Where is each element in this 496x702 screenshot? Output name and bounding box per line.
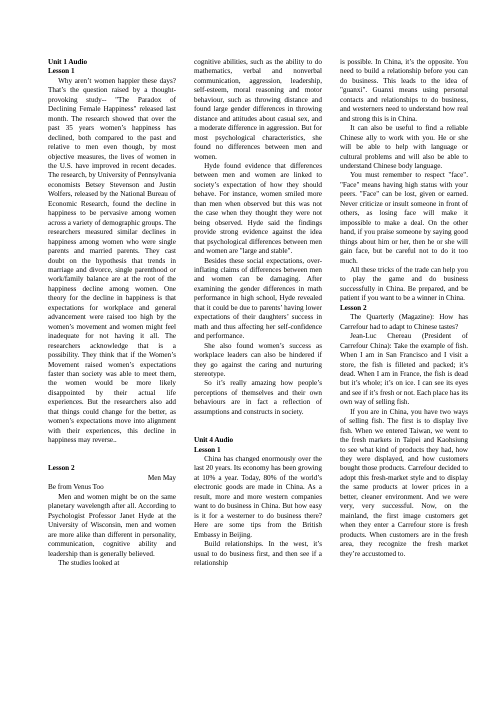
paragraph: If you are in China, you have two ways of selling fish. The first is to display live fish. When we entered Taiwan, we went to the fresh markets in Taipei and Kaohsiung to see what kind of products they had, how they were displayed, and how customers bought those products. Carrefour decided to adopt this fresh-market style and to display the same products at lower prices in a better, cleaner environment. And we were very, very successful. Now, on the mainland, the first image customers get when they enter a Carrefour store is fresh products. When customers are in the fresh area, they recognize the fresh market they’re accustomed to.: [340, 407, 468, 558]
paragraph: is possible. In China, it’s the opposite. You need to build a relationship before you can do business. This leads to the idea of "guanxi". Guanxi means using personal contacts and relationships to do business, and westerners need to understand how real and strong this is in China.: [340, 58, 468, 123]
paragraph: Build relationships. In the west, it’s usual to do business first, and then see if a relationship: [194, 540, 322, 567]
paragraph: The studies looked at: [58, 559, 120, 567]
paragraph: cognitive abilities, such as the ability to do mathematics, verbal and nonverbal communication, aggression, leadership, self-esteem, moral reasoning and motor behaviour, such as throwing distance and found large gender differences in throwing distance and attitudes about casual sex, and a moderate difference in aggression. But for most psychological characteristics, she found no differences between men and women.: [194, 58, 322, 161]
lesson-heading: Lesson 1: [48, 67, 75, 76]
paragraph: China has changed enormously over the last 20 years. Its economy has been growing at 10% a year. Today, 80% of the world’s electronic goods are made in China. As a result, more and more western companies want to do business in China. But how easy is it for a westerner to do business there? Here are some tips from the British Embassy in Beijing.: [194, 455, 322, 539]
paragraph: You must remember to respect "face". "Face" means having high status with your peers. "Face" can be lost, given or earned. Never criticize or insult someone in front of others, as losing face will make it impossible to make a deal. On the other hand, if you praise someone by saying good things about him or her, then he or she will gain face, but be careful not to do it too much.: [340, 171, 468, 265]
lesson-heading: Lesson 1: [194, 445, 221, 454]
paragraph: The Quarterly (Magazine): How has Carrefour had to adapt to Chinese tastes?: [340, 313, 468, 331]
paragraph: It can also be useful to find a reliable Chinese ally to work with you. He or she will be able to help with language or cultural problems and will also be able to understand Chinese body language.: [340, 124, 468, 170]
paragraph: All these tricks of the trade can help you to play the game and do business successfully in China. Be prepared, and be patient if you want to be a winner in China.: [340, 265, 468, 303]
paragraph: Men and women might be on the same planetary wavelength after all. According to Psychologist Professor Janet Hyde at the University of Wisconsin, men and women are more alike than different in personality, communication, cognitive ability and leadership than is generally believed.: [48, 492, 176, 558]
article-title: Men May: [147, 473, 176, 482]
paragraph: Jean-Luc Chereau (President of Carrefour China): Take the example of fish. When I am in San Francisco and I visit a store, the fish is filleted and packed; it’s dead. When I am in France, the fish is dead but it’s whole; it’s on ice. I can see its eyes and see if it’s fresh or not. Each place has its own way of selling fish.: [340, 332, 468, 407]
paragraph: She also found women’s success as workplace leaders can also be hindered if they go against the caring and nurturing stereotype.: [194, 341, 322, 378]
paragraph: Why aren’t women happier these days? That’s the question raised by a thought-provoking study-- "The Paradox of Declining Female Happiness" released last month. The research showed that over the past 35 years women’s happiness has declined, both compared to the past and relative to men even though, by most objective measures, the lives of women in the U.S. have improved in recent decades. The research, by University of Pennsylvania economists Betsey Stevenson and Justin Wolfers, released by the National Bureau of Economic Research, found the decline in happiness to be pervasive among women across a variety of demographic groups. The researchers measured similar declines in happiness among women who were single parents and married parents. They cast doubt on the hypothesis that trends in marriage and divorce, single parenthood or work/family balance are at the root of the happiness decline among women. One theory for the decline in happiness is that expectations for workplace and general advancement were raised too high by the women’s movement and women might feel inadequate for not having it all. The researchers acknowledge that is a possibility. They think that if the Women’s Movement raised women’s expectations faster than society was able to meet them, the women would be more likely disappointed by their actual life experiences. But the researchers also add that things could change for the better, as women’s expectations move into alignment with their experiences, this decline in happiness may reverse..: [48, 76, 176, 445]
paragraph: Hyde found evidence that differences between men and women are linked to society’s expectation of how they should behave. For instance, women smiled more than men when observed but this was not the case when they thought they were not being observed. Hyde said the findings provide strong evidence against the idea that psychological differences between men and women are "large and stable".: [194, 161, 322, 256]
column-3: [340, 58, 468, 698]
unit-heading: Unit 1 Audio: [48, 58, 88, 66]
three-column-text: [48, 58, 468, 698]
lesson-heading: Lesson 2: [340, 303, 367, 312]
column-2: [194, 58, 322, 698]
article-title-cont: Be from Venus Too: [48, 483, 104, 492]
paragraph: Besides these social expectations, over-inflating claims of differences between men and women can be damaging. After examining the gender differences in math performance in high school, Hyde revealed that it could be due to parents’ having lower expectations of their daughters’ success in math and thus affecting her self-confidence and performance.: [194, 256, 322, 341]
column-1: [48, 58, 176, 698]
paragraph: So it’s really amazing how people’s perceptions of themselves and their own behaviours are in fact a reflection of assumptions and constructs in society.: [194, 379, 322, 416]
unit-heading: Unit 4 Audio: [194, 436, 234, 445]
lesson-heading: Lesson 2: [48, 464, 75, 473]
